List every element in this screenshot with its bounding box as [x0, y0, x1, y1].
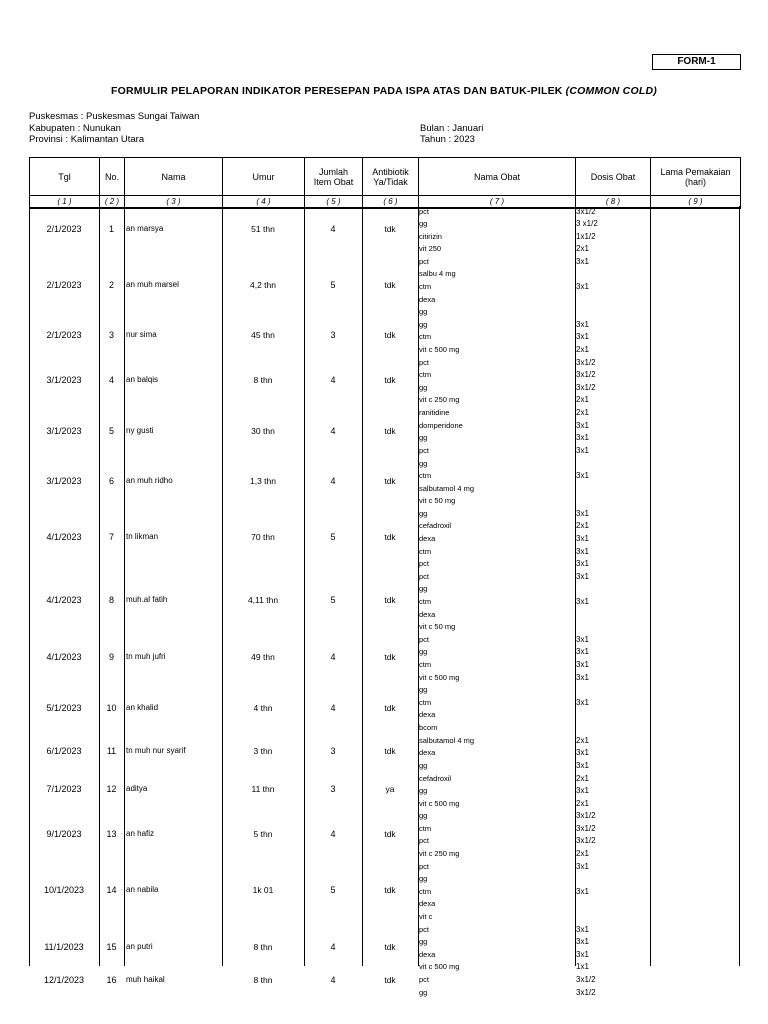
drug-name: pct	[419, 924, 430, 934]
drug-dose: 3 x1/2	[576, 219, 598, 229]
column-number: ( 5 )	[305, 196, 363, 209]
patient-entry	[29, 685, 740, 735]
column-number: ( 4 )	[223, 196, 305, 209]
antibiotic-flag: tdk	[384, 595, 396, 606]
drug-dose: 3x1	[576, 634, 589, 644]
entry-date: 5/1/2023	[46, 702, 82, 713]
entry-date: 2/1/2023	[46, 224, 82, 234]
drug-dose: 3x1	[576, 748, 589, 758]
drug-dose: 3x1/2	[576, 382, 596, 392]
drug-dose: 3x1	[576, 697, 589, 707]
patient-entry	[29, 861, 740, 924]
drug-dose: 1x1	[576, 962, 589, 972]
entry-number: 16	[106, 974, 117, 985]
entry-date: 7/1/2023	[46, 784, 82, 794]
patient-entry	[29, 206, 740, 256]
drug-name: gg	[419, 685, 428, 695]
patient-age: 51 thn	[251, 224, 275, 234]
drug-item-count: 5	[330, 595, 336, 606]
patient-entry	[29, 773, 740, 811]
drug-name: dexa	[419, 748, 436, 758]
drug-name: ctm	[419, 886, 432, 896]
drug-dose: 3x1	[576, 534, 589, 544]
drug-name: pct	[419, 206, 430, 216]
drug-dose: 3x1	[576, 256, 589, 266]
entry-number: 10	[106, 702, 117, 713]
patient-age: 5 thn	[253, 828, 273, 839]
drug-name: ctm	[419, 332, 432, 342]
drug-item-count: 3	[330, 330, 336, 341]
drug-name: dexa	[419, 534, 436, 544]
drug-name: gg	[419, 937, 428, 947]
drug-dose: 3x1	[576, 508, 589, 518]
antibiotic-flag: tdk	[384, 280, 396, 291]
drug-dose: 3x1	[576, 949, 589, 959]
drug-name: pct	[419, 559, 430, 569]
provinsi-field: Provinsi : Kalimantan Utara	[29, 134, 145, 145]
patient-age: 8 thn	[253, 974, 273, 985]
drug-name: vit 250	[419, 244, 442, 254]
drug-name: gg	[419, 874, 428, 884]
drug-item-count: 4	[330, 476, 336, 486]
entry-date: 4/1/2023	[46, 532, 82, 543]
drug-name: pct	[419, 357, 430, 367]
drug-name: cefadroxil	[419, 521, 452, 531]
antibiotic-flag: tdk	[384, 828, 396, 839]
drug-item-count: 5	[330, 280, 336, 291]
patient-name: tn muh nur syarif	[126, 746, 186, 756]
drug-dose: 3x1	[576, 282, 589, 292]
drug-name: vit c 500 mg	[419, 798, 460, 808]
column-number: ( 3 )	[125, 196, 223, 209]
drug-item-count: 4	[330, 375, 336, 386]
drug-name: pct	[419, 445, 430, 455]
drug-name: ctm	[419, 697, 432, 707]
drug-name: gg	[419, 219, 428, 229]
entry-date: 6/1/2023	[46, 746, 82, 757]
patient-name: an muh marsel	[126, 280, 179, 290]
drug-dose: 3x1/2	[576, 370, 596, 380]
drug-name: ctm	[419, 370, 432, 380]
drug-name: pct	[419, 571, 430, 581]
drug-dose: 2x1	[576, 345, 589, 355]
header-lama-line2: (hari)	[684, 176, 706, 187]
drug-name: dexa	[419, 710, 436, 720]
entry-number: 12	[106, 784, 117, 794]
drug-dose: 2x1	[576, 773, 589, 783]
drug-name: gg	[419, 307, 428, 317]
antibiotic-flag: tdk	[384, 942, 396, 953]
column-number: ( 9 )	[651, 196, 741, 209]
patient-age: 1k 01	[252, 885, 274, 896]
drug-dose: 3x1	[576, 597, 589, 607]
drug-dose: 3x1	[576, 924, 589, 934]
drug-dose: 3x1	[576, 861, 589, 871]
form-title-italic: (COMMON COLD)	[565, 85, 657, 97]
drug-name: gg	[419, 760, 428, 770]
form-title-main: FORMULIR PELAPORAN INDIKATOR PERESEPAN PADA ISPA ATAS DAN BATUK-PILEK	[111, 85, 566, 97]
drug-name: dexa	[419, 609, 436, 619]
drug-name: gg	[419, 584, 428, 594]
drug-name: pct	[419, 975, 430, 985]
header-umur: Umur	[223, 158, 305, 196]
entry-number: 5	[108, 425, 114, 436]
drug-dose: 3x1/2	[576, 357, 596, 367]
drug-name: domperidone	[419, 420, 463, 430]
drug-dose: 2x1	[576, 735, 589, 745]
drug-item-count: 4	[330, 942, 336, 953]
drug-name: pct	[419, 836, 430, 846]
drug-dose: 3x1	[576, 672, 589, 682]
drug-name: pct	[419, 861, 430, 871]
drug-dose: 3x1	[576, 332, 589, 342]
drug-name: cefadroxil	[419, 773, 452, 783]
entry-number: 4	[108, 375, 114, 386]
column-number: ( 6 )	[363, 196, 419, 209]
drug-name: vit c 50 mg	[419, 496, 456, 506]
drug-dose: 3x1	[576, 445, 589, 455]
drug-name: gg	[419, 319, 428, 329]
patient-name: nur sima	[126, 330, 157, 340]
entry-date: 3/1/2023	[46, 375, 82, 386]
antibiotic-flag: tdk	[384, 375, 396, 386]
drug-name: ctm	[419, 282, 432, 292]
column-number: ( 1 )	[30, 196, 100, 209]
report-table-header	[29, 157, 741, 209]
drug-dose: 3x1/2	[576, 987, 596, 997]
drug-dose: 3x1/2	[576, 975, 596, 985]
drug-dose: 2x1	[576, 408, 589, 418]
patient-age: 70 thn	[251, 532, 275, 543]
antibiotic-flag: tdk	[384, 330, 396, 341]
antibiotic-flag: tdk	[384, 885, 396, 896]
column-number: ( 2 )	[100, 196, 125, 209]
antibiotic-flag: tdk	[384, 532, 396, 543]
entry-date: 12/1/2023	[43, 974, 85, 985]
drug-dose: 2x1	[576, 244, 589, 254]
drug-name: dexa	[419, 949, 436, 959]
header-row	[30, 158, 741, 196]
patient-age: 11 thn	[251, 784, 275, 794]
drug-dose: 2x1	[576, 395, 589, 405]
patient-entry	[29, 508, 740, 571]
patient-entry	[29, 357, 740, 407]
drug-item-count: 4	[330, 828, 336, 839]
drug-name: vit c 500 mg	[419, 962, 460, 972]
drug-item-count: 4	[330, 702, 336, 713]
drug-dose: 3x1/2	[576, 823, 596, 833]
patient-entry	[29, 975, 740, 1000]
drug-name: gg	[419, 987, 428, 997]
drug-dose: 3x1/2	[576, 811, 596, 821]
puskesmas-field: Puskesmas : Puskesmas Sungai Taiwan	[29, 111, 200, 122]
patient-age: 4,2 thn	[250, 280, 276, 291]
drug-dose: 3x1	[576, 571, 589, 581]
header-jumlah-line1: Jumlah	[318, 166, 348, 177]
drug-item-count: 5	[330, 532, 336, 543]
drug-dose: 2x1	[576, 521, 589, 531]
drug-name: vit c 500 mg	[419, 672, 460, 682]
drug-dose: 3x1	[576, 319, 589, 329]
drug-dose: 1x1/2	[576, 231, 596, 241]
patient-name: an hafiz	[126, 828, 155, 838]
entry-date: 2/1/2023	[46, 280, 82, 291]
patient-age: 8 thn	[253, 942, 273, 953]
patient-age: 45 thn	[251, 330, 275, 341]
drug-dose: 3x1	[576, 886, 589, 896]
patient-name: an muh ridho	[126, 476, 173, 485]
entry-date: 10/1/2023	[43, 885, 85, 896]
entry-number: 14	[106, 885, 117, 896]
form-number-label: FORM-1	[652, 54, 741, 70]
header-nama: Nama	[125, 158, 223, 196]
entry-date: 4/1/2023	[46, 595, 82, 606]
antibiotic-flag: tdk	[384, 476, 396, 486]
header-jumlah	[305, 158, 363, 196]
drug-name: vit c 250 mg	[419, 395, 460, 405]
bulan-field: Bulan : Januari	[420, 123, 484, 134]
patient-entry	[29, 571, 740, 634]
drug-item-count: 4	[330, 652, 336, 663]
patient-entry	[29, 634, 740, 684]
entry-number: 7	[108, 532, 114, 543]
header-antibiotik	[363, 158, 419, 196]
drug-name: ctm	[419, 597, 432, 607]
drug-item-count: 4	[330, 974, 336, 985]
drug-dose: 3x1	[576, 471, 589, 481]
patient-age: 1,3 thn	[250, 476, 276, 486]
drug-name: citirizin	[419, 231, 442, 241]
patient-name: tn likman	[126, 532, 159, 542]
patient-name: an nabila	[126, 885, 159, 895]
drug-name: salbu 4 mg	[419, 269, 456, 279]
drug-dose: 3x1	[576, 786, 589, 796]
antibiotic-flag: tdk	[384, 224, 396, 234]
entry-number: 8	[108, 595, 114, 606]
entry-number: 2	[108, 280, 114, 291]
drug-item-count: 4	[330, 224, 336, 234]
patient-name: an marsya	[126, 224, 164, 233]
header-lama	[651, 158, 741, 196]
entry-date: 9/1/2023	[46, 828, 82, 839]
drug-name: ctm	[419, 471, 432, 481]
drug-name: pct	[419, 634, 430, 644]
patient-entry	[29, 924, 740, 974]
patient-name: muh haikal	[126, 974, 165, 984]
header-no: No.	[100, 158, 125, 196]
drug-dose: 3x1	[576, 647, 589, 657]
patient-age: 4,11 thn	[247, 595, 279, 606]
antibiotic-flag: ya	[385, 784, 395, 794]
drug-dose: 3x1	[576, 760, 589, 770]
drug-dose: 3x1	[576, 660, 589, 670]
patient-entry	[29, 735, 740, 773]
drug-dose: 3x1	[576, 433, 589, 443]
patient-name: an khalid	[126, 702, 159, 712]
drug-dose: 3x1	[576, 546, 589, 556]
drug-name: ranitidine	[419, 408, 450, 418]
drug-item-count: 3	[330, 746, 336, 757]
drug-dose: 3x1/2	[576, 206, 596, 216]
patient-name: aditya	[126, 784, 148, 793]
entry-number: 1	[108, 224, 114, 234]
header-antibiotik-line1: Antibiotik	[372, 166, 409, 177]
drug-name: ctm	[419, 823, 432, 833]
drug-name: vit c 500 mg	[419, 345, 460, 355]
drug-dose: 3x1/2	[576, 836, 596, 846]
entry-date: 2/1/2023	[46, 330, 82, 341]
drug-name: gg	[419, 508, 428, 518]
patient-entry	[29, 256, 740, 319]
patient-age: 3 thn	[253, 746, 273, 757]
patient-name: muh.al fatih	[126, 595, 168, 605]
entry-number: 6	[108, 476, 114, 486]
entry-number: 3	[108, 330, 114, 341]
drug-dose: 3x1	[576, 559, 589, 569]
drug-name: pct	[419, 256, 430, 266]
entry-date: 4/1/2023	[46, 652, 82, 663]
entry-number: 13	[106, 828, 117, 839]
drug-name: salbutamol 4 mg	[419, 735, 475, 745]
entry-number: 15	[106, 942, 117, 953]
drug-name: gg	[419, 786, 428, 796]
patient-entry	[29, 319, 740, 357]
drug-name: gg	[419, 433, 428, 443]
kabupaten-field: Kabupaten : Nunukan	[29, 123, 121, 134]
header-antibiotik-line2: Ya/Tidak	[373, 176, 408, 187]
patient-name: an putri	[126, 942, 153, 952]
drug-name: gg	[419, 647, 428, 657]
drug-name: gg	[419, 382, 428, 392]
antibiotic-flag: tdk	[384, 974, 396, 985]
antibiotic-flag: tdk	[384, 702, 396, 713]
drug-dose: 3x1	[576, 937, 589, 947]
patient-name: tn muh jufri	[126, 652, 166, 662]
patient-entry	[29, 811, 740, 861]
drug-name: gg	[419, 458, 428, 468]
patient-age: 4 thn	[253, 702, 273, 713]
drug-name: vit c 250 mg	[419, 849, 460, 859]
antibiotic-flag: tdk	[384, 746, 396, 757]
drug-name: ctm	[419, 660, 432, 670]
drug-name: bcom	[419, 723, 438, 733]
patient-entry	[29, 458, 740, 508]
patient-age: 8 thn	[253, 375, 273, 386]
drug-name: vit c	[419, 912, 433, 922]
patient-age: 49 thn	[251, 652, 275, 663]
drug-name: ctm	[419, 546, 432, 556]
header-dosis: Dosis Obat	[576, 158, 651, 196]
entry-date: 11/1/2023	[44, 942, 84, 953]
patient-entry	[29, 408, 740, 458]
header-jumlah-line2: Item Obat	[313, 176, 354, 187]
drug-name: salbutamol 4 mg	[419, 483, 475, 493]
drug-name: dexa	[419, 899, 436, 909]
antibiotic-flag: tdk	[384, 425, 396, 436]
drug-item-count: 3	[330, 784, 336, 794]
entry-number: 9	[108, 652, 114, 663]
header-tgl: Tgl	[30, 158, 100, 196]
entry-date: 3/1/2023	[46, 425, 82, 436]
drug-item-count: 4	[330, 425, 336, 436]
column-number: ( 8 )	[576, 196, 651, 209]
entry-date: 3/1/2023	[46, 476, 82, 486]
drug-name: dexa	[419, 294, 436, 304]
drug-dose: 2x1	[576, 849, 589, 859]
entry-number: 11	[106, 746, 117, 757]
report-table-body	[29, 206, 740, 997]
drug-name: gg	[419, 811, 428, 821]
drug-dose: 2x1	[576, 798, 589, 808]
patient-age: 30 thn	[251, 425, 275, 436]
form-title	[0, 85, 768, 97]
patient-name: an balqis	[126, 375, 159, 385]
header-lama-line1: Lama Pemakaian	[660, 166, 731, 177]
tahun-field: Tahun : 2023	[420, 134, 475, 145]
drug-item-count: 5	[330, 885, 336, 896]
header-nama-obat: Nama Obat	[419, 158, 576, 196]
drug-dose: 3x1	[576, 420, 589, 430]
antibiotic-flag: tdk	[384, 652, 396, 663]
column-number: ( 7 )	[419, 196, 576, 209]
patient-name: ny gusti	[126, 425, 154, 435]
drug-name: vit c 50 mg	[419, 622, 456, 632]
